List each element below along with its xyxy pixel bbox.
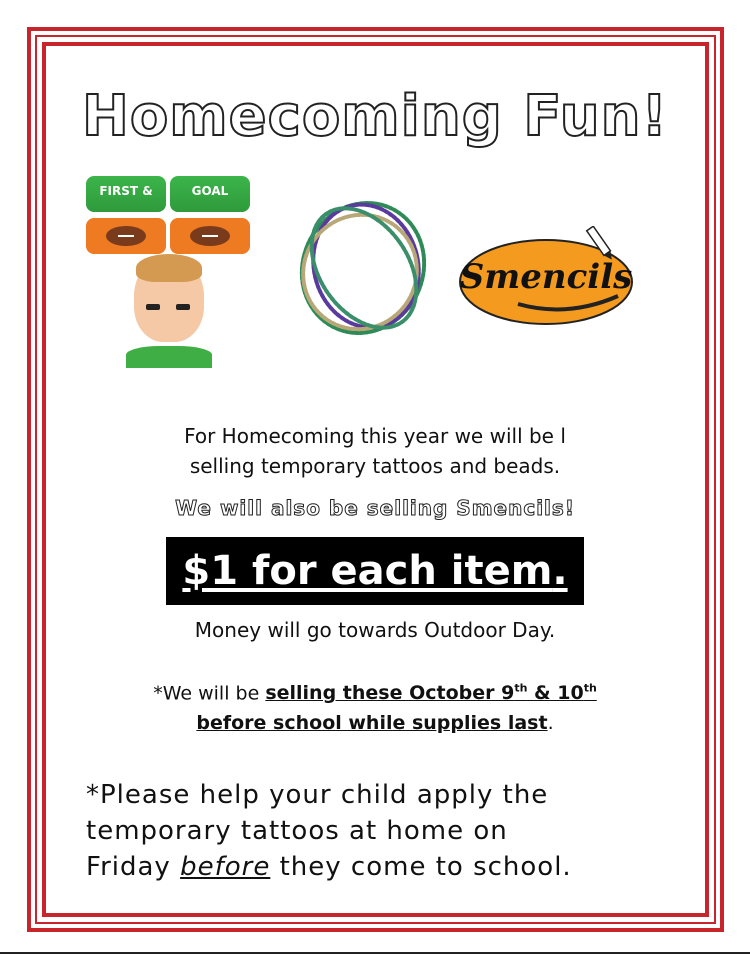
note-suffix: . xyxy=(547,712,554,734)
beads-image xyxy=(288,188,438,348)
svg-text:Smencils: Smencils xyxy=(459,257,633,297)
price-period: . xyxy=(552,548,568,594)
eye-black-right xyxy=(176,304,190,310)
body-line-2: selling temporary tattoos and beads. xyxy=(189,454,561,478)
price-text: $1 for each item xyxy=(182,548,553,594)
note-underlined-1: selling these October 9 xyxy=(265,682,515,705)
note-prefix: We will be xyxy=(162,682,266,705)
football-icon xyxy=(106,226,146,246)
help-line-2: temporary tattoos at home on xyxy=(86,816,508,846)
note-underlined-2: & 10 xyxy=(527,682,584,705)
child-hair xyxy=(136,254,202,282)
smencils-logo xyxy=(458,226,636,326)
tattoo-card-goal xyxy=(170,176,250,212)
page-title: Homecoming Fun! xyxy=(81,84,669,149)
tattoo-text-goal: GOAL xyxy=(191,184,229,198)
sale-date-note-2 xyxy=(0,712,750,734)
body-line-1: For Homecoming this year we will be l xyxy=(184,424,566,448)
note-sup-1: th xyxy=(514,682,528,695)
bottom-rule xyxy=(0,952,750,954)
tattoo-card-first xyxy=(86,176,166,212)
help-emphasis: before xyxy=(180,852,271,882)
note-sup-2: th xyxy=(583,682,597,695)
child-shirt xyxy=(126,346,212,368)
football-icon xyxy=(190,226,230,246)
smencils-announcement: We will also be selling Smencils! xyxy=(175,496,575,520)
eye-black-left xyxy=(146,304,160,310)
help-line-3-post: they come to school. xyxy=(270,852,572,882)
tattoo-card-football-left xyxy=(86,218,166,254)
help-line-1: *Please help your child apply the xyxy=(86,780,549,810)
help-line-3 xyxy=(86,852,686,882)
tattoo-text-first: FIRST & xyxy=(99,184,153,198)
note-bullet: * xyxy=(153,682,163,705)
help-line-3-pre: Friday xyxy=(86,852,181,882)
sale-date-note xyxy=(0,682,750,704)
tattoo-card-football-right xyxy=(170,218,250,254)
note-underlined-3: before school while supplies last xyxy=(196,712,548,734)
price-banner xyxy=(166,537,584,605)
body-line-4: Money will go towards Outdoor Day. xyxy=(194,618,556,642)
